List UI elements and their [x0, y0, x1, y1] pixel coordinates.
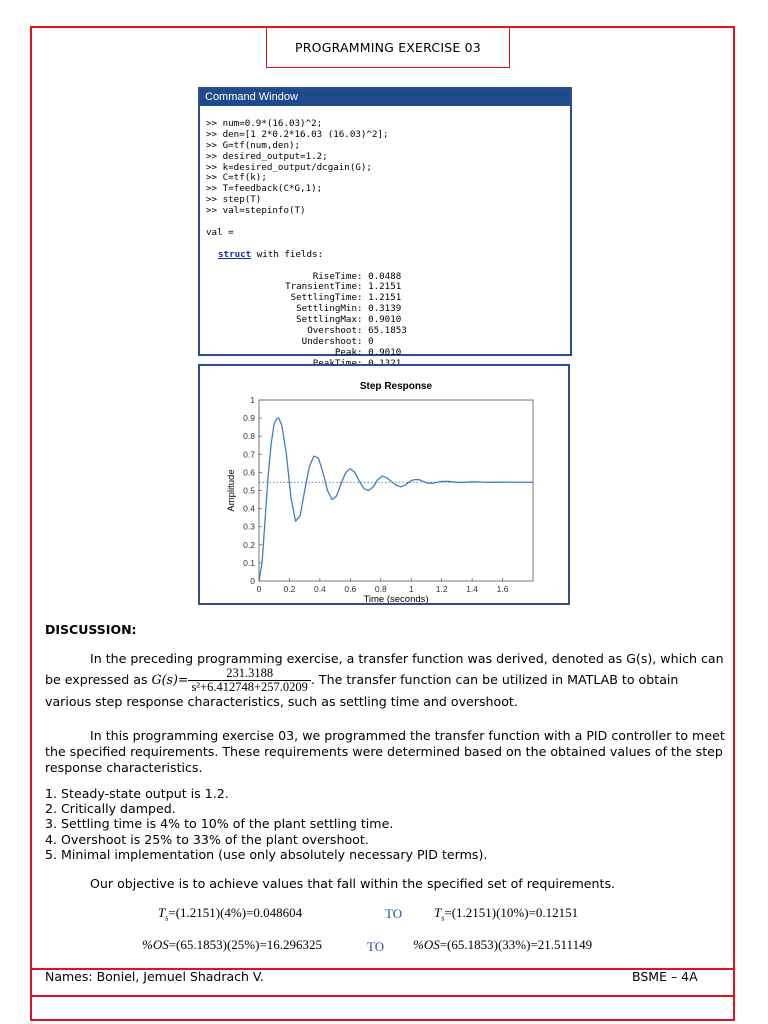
- x-tick-label: 1.4: [466, 584, 479, 594]
- transfer-function-lhs: G(s)=: [151, 672, 189, 687]
- list-item: 4. Overshoot is 25% to 33% of the plant overshoot.: [45, 831, 369, 847]
- list-item: 1. Steady-state output is 1.2.: [45, 786, 229, 801]
- p1-text-b: . The transfer function can be utilized in MATLAB to obtain various step response characteristics, such as settling time and overshoot.: [45, 672, 679, 709]
- struct-field-row: Overshoot: 65.1853: [206, 326, 570, 337]
- transfer-function-fraction: [188, 667, 310, 694]
- x-tick-label: 1.6: [496, 584, 509, 594]
- x-tick-label: 0.2: [283, 584, 296, 594]
- struct-field-name: RiseTime: [312, 270, 357, 282]
- discussion-heading: DISCUSSION:: [45, 622, 137, 637]
- command-line: >> T=feedback(C*G,1);: [206, 183, 323, 195]
- struct-field-name: Peak: [334, 346, 357, 358]
- struct-field-row: Peak: 0.9010: [206, 348, 570, 359]
- footer-section: BSME – 4A: [632, 969, 698, 984]
- to-label: TO: [367, 939, 385, 954]
- struct-field-name: TransientTime: [285, 281, 357, 293]
- y-tick-label: 0.9: [243, 413, 255, 424]
- command-window-header: Command Window: [200, 89, 570, 106]
- x-tick-label: 0.4: [313, 584, 326, 594]
- struct-field-name: Undershoot: [301, 335, 357, 347]
- struct-field-name: SettlingMax: [296, 314, 357, 326]
- step-response-figure: [198, 364, 570, 605]
- struct-field-value: 0.9010: [368, 314, 402, 326]
- struct-rest: with fields:: [251, 248, 324, 260]
- command-window-body: [200, 106, 570, 392]
- struct-field-value: 1.2151: [368, 292, 402, 304]
- command-line: >> G=tf(num,den);: [206, 139, 301, 151]
- y-tick-label: 0.8: [243, 431, 255, 442]
- y-tick-label: 0.6: [243, 467, 255, 478]
- command-window: [198, 87, 572, 356]
- page-title: PROGRAMMING EXERCISE 03: [266, 27, 510, 68]
- x-tick-label: 0: [256, 584, 262, 594]
- settling-time-high-formula: $T_s=(1.2151)(10\%)=0.12151$: [434, 905, 579, 923]
- y-tick-label: 0.3: [243, 521, 255, 532]
- struct-field-name: Overshoot: [307, 325, 357, 337]
- footer-names: Names: Boniel, Jemuel Shadrach V.: [45, 969, 264, 984]
- y-tick-label: 1: [250, 395, 255, 405]
- struct-fields: [206, 272, 570, 370]
- discussion-paragraph-2: [45, 728, 725, 776]
- struct-field-value: 0.0488: [368, 270, 402, 282]
- list-item: 5. Minimal implementation (use only absolutely necessary PID terms).: [45, 846, 488, 862]
- to-label: TO: [385, 906, 403, 921]
- struct-field-value: 65.1853: [368, 325, 407, 337]
- plot-axes-frame: [259, 400, 533, 581]
- struct-field-name: SettlingMin: [296, 303, 357, 315]
- struct-field-row: SettlingMax: 0.9010: [206, 315, 570, 326]
- requirements-list: [45, 786, 487, 862]
- command-line: >> step(T): [206, 194, 262, 206]
- command-line: >> den=[1 2*0.2*16.03 (16.03)^2];: [206, 128, 389, 140]
- y-tick-label: 0.1: [243, 557, 255, 568]
- objective-text: Our objective is to achieve values that fall within the specified set of requirements.: [90, 876, 616, 891]
- struct-field-row: TransientTime: 1.2151: [206, 282, 570, 293]
- y-axis-label: Amplitude: [226, 469, 237, 512]
- chart-title: Step Response: [359, 381, 433, 392]
- x-tick-label: 0.8: [374, 584, 387, 594]
- x-axis-label: Time (seconds): [363, 594, 429, 603]
- struct-field-value: 0.9010: [368, 346, 402, 358]
- y-tick-label: 0.4: [243, 503, 255, 514]
- command-line: >> C=tf(k);: [206, 172, 267, 184]
- y-tick-label: 0: [250, 576, 255, 586]
- struct-field-row: RiseTime: 0.0488: [206, 272, 570, 283]
- struct-field-value: 0: [368, 335, 374, 347]
- val-label: val =: [206, 226, 234, 238]
- y-tick-label: 0.7: [243, 449, 255, 460]
- discussion-paragraph-1: [45, 651, 725, 710]
- x-tick-label: 0.6: [344, 584, 357, 594]
- command-line: >> num=0.9*(16.03)^2;: [206, 117, 323, 129]
- struct-field-value: 0.3139: [368, 303, 402, 315]
- p2-text: In this programming exercise 03, we programmed the transfer function with a PID controller to meet the specified requirements. These requirements were determined based on the obtained values of the step response characteristics.: [45, 728, 725, 775]
- p1-text-a: In the preceding programming exercise, a transfer function was derived, denoted as G(s), which can be expressed as: [45, 651, 724, 687]
- settling-time-low-formula: $T_s=(1.2151)(4\%)=0.048604$: [158, 905, 303, 923]
- struct-field-row: SettlingMin: 0.3139: [206, 304, 570, 315]
- overshoot-low-formula: %OS=(65.1853)(25%)=16.296325: [142, 937, 323, 952]
- command-line: >> k=desired_output/dcgain(G);: [206, 161, 372, 173]
- struct-keyword: struct: [218, 248, 252, 260]
- struct-line: [206, 250, 570, 261]
- x-tick-label: 1.2: [435, 584, 448, 594]
- step-response-chart: [200, 366, 568, 603]
- y-tick-label: 0.2: [243, 539, 255, 550]
- struct-field-value: 1.2151: [368, 281, 402, 293]
- objective-paragraph: [45, 876, 725, 892]
- footer-bottom-line: [30, 995, 735, 997]
- struct-field-row: SettlingTime: 1.2151: [206, 293, 570, 304]
- command-line: >> desired_output=1.2;: [206, 150, 328, 162]
- transfer-function-denominator: s²+6.412748+257.0209: [191, 680, 308, 694]
- transfer-function-numerator: 231.3188: [188, 667, 310, 681]
- overshoot-high-formula: %OS=(65.1853)(33%)=21.511149: [413, 937, 593, 952]
- x-tick-label: 1: [408, 584, 414, 594]
- struct-field-name: SettlingTime: [290, 292, 357, 304]
- struct-field-row: Undershoot: 0: [206, 337, 570, 348]
- command-line: >> val=stepinfo(T): [206, 205, 306, 217]
- y-tick-label: 0.5: [243, 485, 255, 496]
- list-item: 3. Settling time is 4% to 10% of the plant settling time.: [45, 816, 394, 832]
- list-item: 2. Critically damped.: [45, 801, 176, 817]
